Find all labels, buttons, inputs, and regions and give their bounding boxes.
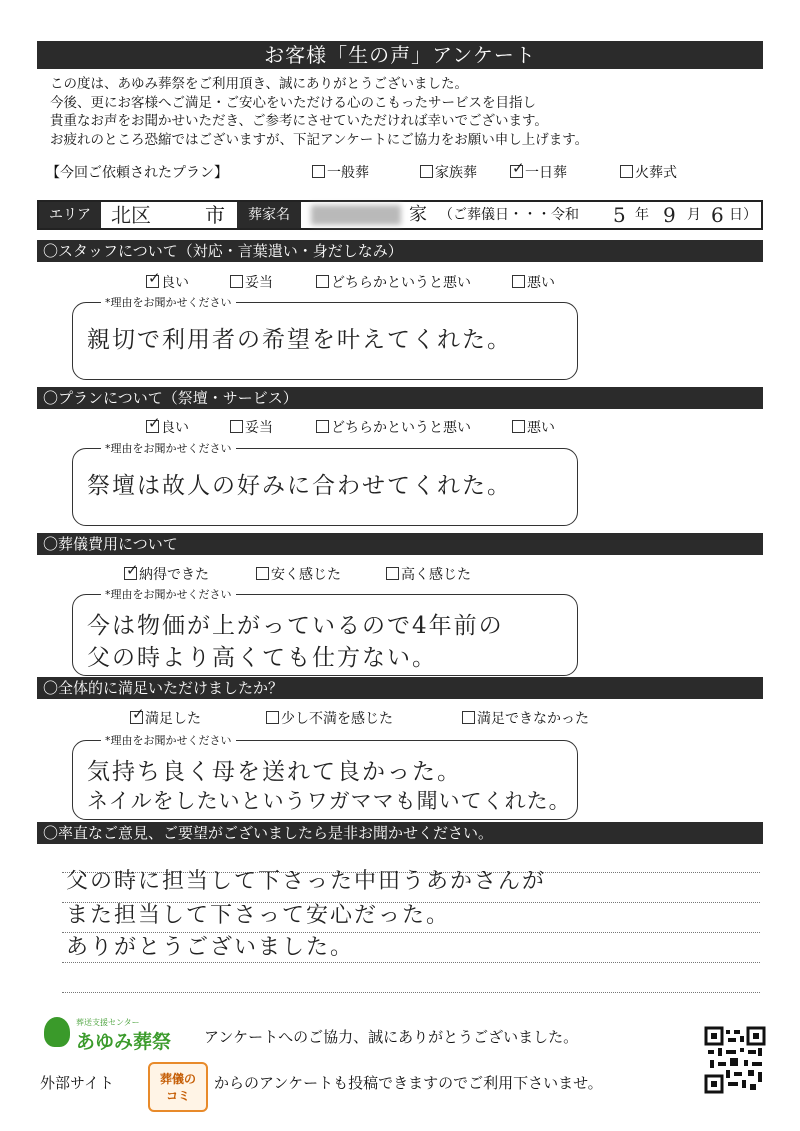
qr-code-icon[interactable] bbox=[704, 1026, 766, 1094]
overall-comment-line: ネイルをしたいというワガママも聞いてくれた。 bbox=[87, 789, 571, 813]
plan-options bbox=[120, 414, 760, 437]
ayumi-logo bbox=[44, 1017, 194, 1051]
reason-label: *理由をお聞かせください bbox=[101, 294, 236, 310]
sougi-no-komi-logo[interactable] bbox=[148, 1062, 208, 1112]
external-site-label: 外部サイト bbox=[40, 1074, 114, 1092]
free-comment-line: また担当して下さって安心だった。 bbox=[66, 903, 451, 928]
checkbox[interactable] bbox=[230, 275, 243, 288]
cost-comment-line: 今は物価が上がっているので4年前の bbox=[87, 613, 504, 639]
checkbox[interactable] bbox=[230, 420, 243, 433]
intro-line: お疲れのところ恐縮ではございますが、下記アンケートにご協力をお願い申し上げます。 bbox=[50, 131, 589, 148]
reason-label: *理由をお聞かせください bbox=[101, 586, 236, 602]
ruled-line bbox=[62, 962, 760, 963]
staff-option-good[interactable]: ✓ 良い bbox=[148, 269, 189, 291]
check-mark-icon: ✓ bbox=[512, 159, 525, 177]
external-site-text: からのアンケートも投稿できますのでご利用下さいませ。 bbox=[214, 1074, 603, 1092]
checkbox[interactable] bbox=[316, 420, 329, 433]
ruled-line bbox=[62, 992, 760, 993]
section-cost-heading: 〇葬儀費用について bbox=[37, 533, 763, 555]
checkbox[interactable] bbox=[386, 567, 399, 580]
redacted-name bbox=[311, 205, 401, 225]
checkbox[interactable] bbox=[420, 165, 433, 178]
cost-option-expensive[interactable]: 高く感じた bbox=[386, 564, 471, 584]
year-unit: 年 bbox=[635, 207, 649, 223]
overall-option-slightly[interactable]: 少し不満を感じた bbox=[266, 708, 393, 728]
plan-row bbox=[40, 159, 760, 184]
date-year: 5 bbox=[613, 203, 626, 227]
family-label: 葬家名 bbox=[237, 202, 301, 228]
date-month: 9 bbox=[663, 203, 676, 227]
reason-label: *理由をお聞かせください bbox=[101, 732, 236, 748]
check-mark-icon: ✓ bbox=[132, 705, 145, 723]
plan-option-good[interactable]: ✓ 良い bbox=[148, 414, 189, 436]
checkbox[interactable] bbox=[620, 165, 633, 178]
overall-option-not[interactable]: 満足できなかった bbox=[462, 708, 589, 728]
checkbox[interactable] bbox=[312, 165, 325, 178]
page-title: お客様「生の声」アンケート bbox=[37, 41, 763, 69]
leaf-logo-icon bbox=[44, 1017, 70, 1047]
info-box bbox=[37, 200, 763, 230]
checkbox[interactable] bbox=[316, 275, 329, 288]
staff-option-bad[interactable]: 悪い bbox=[512, 272, 555, 292]
check-mark-icon: ✓ bbox=[148, 414, 161, 432]
plan-comment-line: 祭壇は故人の好みに合わせてくれた。 bbox=[87, 473, 512, 499]
area-value: 北区 bbox=[111, 203, 151, 227]
free-comment-line: ありがとうございました。 bbox=[66, 935, 355, 960]
staff-option-fair[interactable]: 妥当 bbox=[230, 272, 273, 292]
cost-comment-box bbox=[72, 588, 578, 676]
overall-option-satisfied[interactable]: ✓ 満足した bbox=[132, 705, 201, 727]
plan-option-rather-bad[interactable]: どちらかというと悪い bbox=[316, 417, 471, 437]
logo-text: あゆみ葬祭 bbox=[76, 1031, 172, 1053]
komi-top: 葬儀の bbox=[159, 1072, 196, 1086]
day-unit: 日） bbox=[729, 207, 757, 223]
intro-line: この度は、あゆみ葬祭をご利用頂き、誠にありがとうございました。 bbox=[50, 76, 468, 92]
reason-label: *理由をお聞かせください bbox=[101, 440, 236, 456]
plan-option-bad[interactable]: 悪い bbox=[512, 417, 555, 437]
family-suffix: 家 bbox=[409, 204, 427, 225]
plan-option-kazoku[interactable]: 家族葬 bbox=[420, 162, 477, 182]
free-comment-line: 父の時に担当して下さった中田うあかさんが bbox=[66, 869, 547, 894]
date-day: 6 bbox=[711, 203, 724, 227]
overall-options bbox=[120, 705, 760, 728]
checkbox-checked[interactable] bbox=[146, 269, 161, 288]
cost-comment-line: 父の時より高くても仕方ない。 bbox=[87, 645, 437, 671]
checkbox-checked[interactable] bbox=[146, 414, 161, 433]
logo-subtitle: 葬送支援センター bbox=[76, 1018, 140, 1027]
staff-option-rather-bad[interactable]: どちらかというと悪い bbox=[316, 272, 471, 292]
month-unit: 月 bbox=[687, 207, 701, 223]
checkbox[interactable] bbox=[512, 275, 525, 288]
thanks-text: アンケートへのご協力、誠にありがとうございました。 bbox=[204, 1028, 579, 1046]
staff-comment-line: 親切で利用者の希望を叶えてくれた。 bbox=[87, 327, 512, 353]
area-label: エリア bbox=[39, 202, 101, 228]
cost-options bbox=[120, 561, 760, 584]
plan-option-fair[interactable]: 妥当 bbox=[230, 417, 273, 437]
checkbox[interactable] bbox=[256, 567, 269, 580]
overall-comment-box bbox=[72, 734, 578, 820]
section-plan-heading: 〇プランについて（祭壇・サービス） bbox=[37, 387, 763, 409]
checkbox[interactable] bbox=[266, 711, 279, 724]
intro-line: 今後、更にお客様へご満足・ご安心をいただける心のこもったサービスを目指し bbox=[50, 94, 536, 111]
intro-line: 貴重なお声をお聞かせいただき、ご参考にさせていただければ幸いでございます。 bbox=[50, 113, 548, 129]
section-staff-heading: 〇スタッフについて（対応・言葉遣い・身だしなみ） bbox=[37, 240, 763, 262]
date-prefix: （ご葬儀日・・・令和 bbox=[439, 207, 579, 223]
plan-option-ippan[interactable]: 一般葬 bbox=[312, 162, 369, 182]
check-mark-icon: ✓ bbox=[126, 561, 139, 579]
checkbox-checked[interactable] bbox=[510, 159, 525, 178]
checkbox[interactable] bbox=[512, 420, 525, 433]
plan-option-ichinichi[interactable]: ✓ 一日葬 bbox=[512, 159, 567, 181]
checkbox-checked[interactable] bbox=[124, 561, 139, 580]
area-suffix: 市 bbox=[205, 203, 225, 227]
checkbox-checked[interactable] bbox=[130, 705, 145, 724]
section-overall-heading: 〇全体的に満足いただけましたか？ bbox=[37, 677, 763, 699]
staff-comment-box bbox=[72, 296, 578, 380]
section-free-heading: 〇率直なご意見、ご要望がございましたら是非お聞かせください。 bbox=[37, 822, 763, 844]
cost-option-satisfied[interactable]: ✓ 納得できた bbox=[126, 561, 209, 583]
overall-comment-line: 気持ち良く母を送れて良かった。 bbox=[87, 759, 462, 785]
plan-option-kasou[interactable]: 火葬式 bbox=[620, 162, 677, 182]
cost-option-cheap[interactable]: 安く感じた bbox=[256, 564, 341, 584]
checkbox[interactable] bbox=[462, 711, 475, 724]
check-mark-icon: ✓ bbox=[148, 269, 161, 287]
staff-options bbox=[120, 269, 760, 292]
plan-label: 【今回ご依頼されたプラン】 bbox=[46, 165, 228, 181]
intro-text bbox=[50, 75, 770, 149]
komi-bottom: コミ bbox=[165, 1089, 190, 1103]
plan-comment-box bbox=[72, 442, 578, 526]
